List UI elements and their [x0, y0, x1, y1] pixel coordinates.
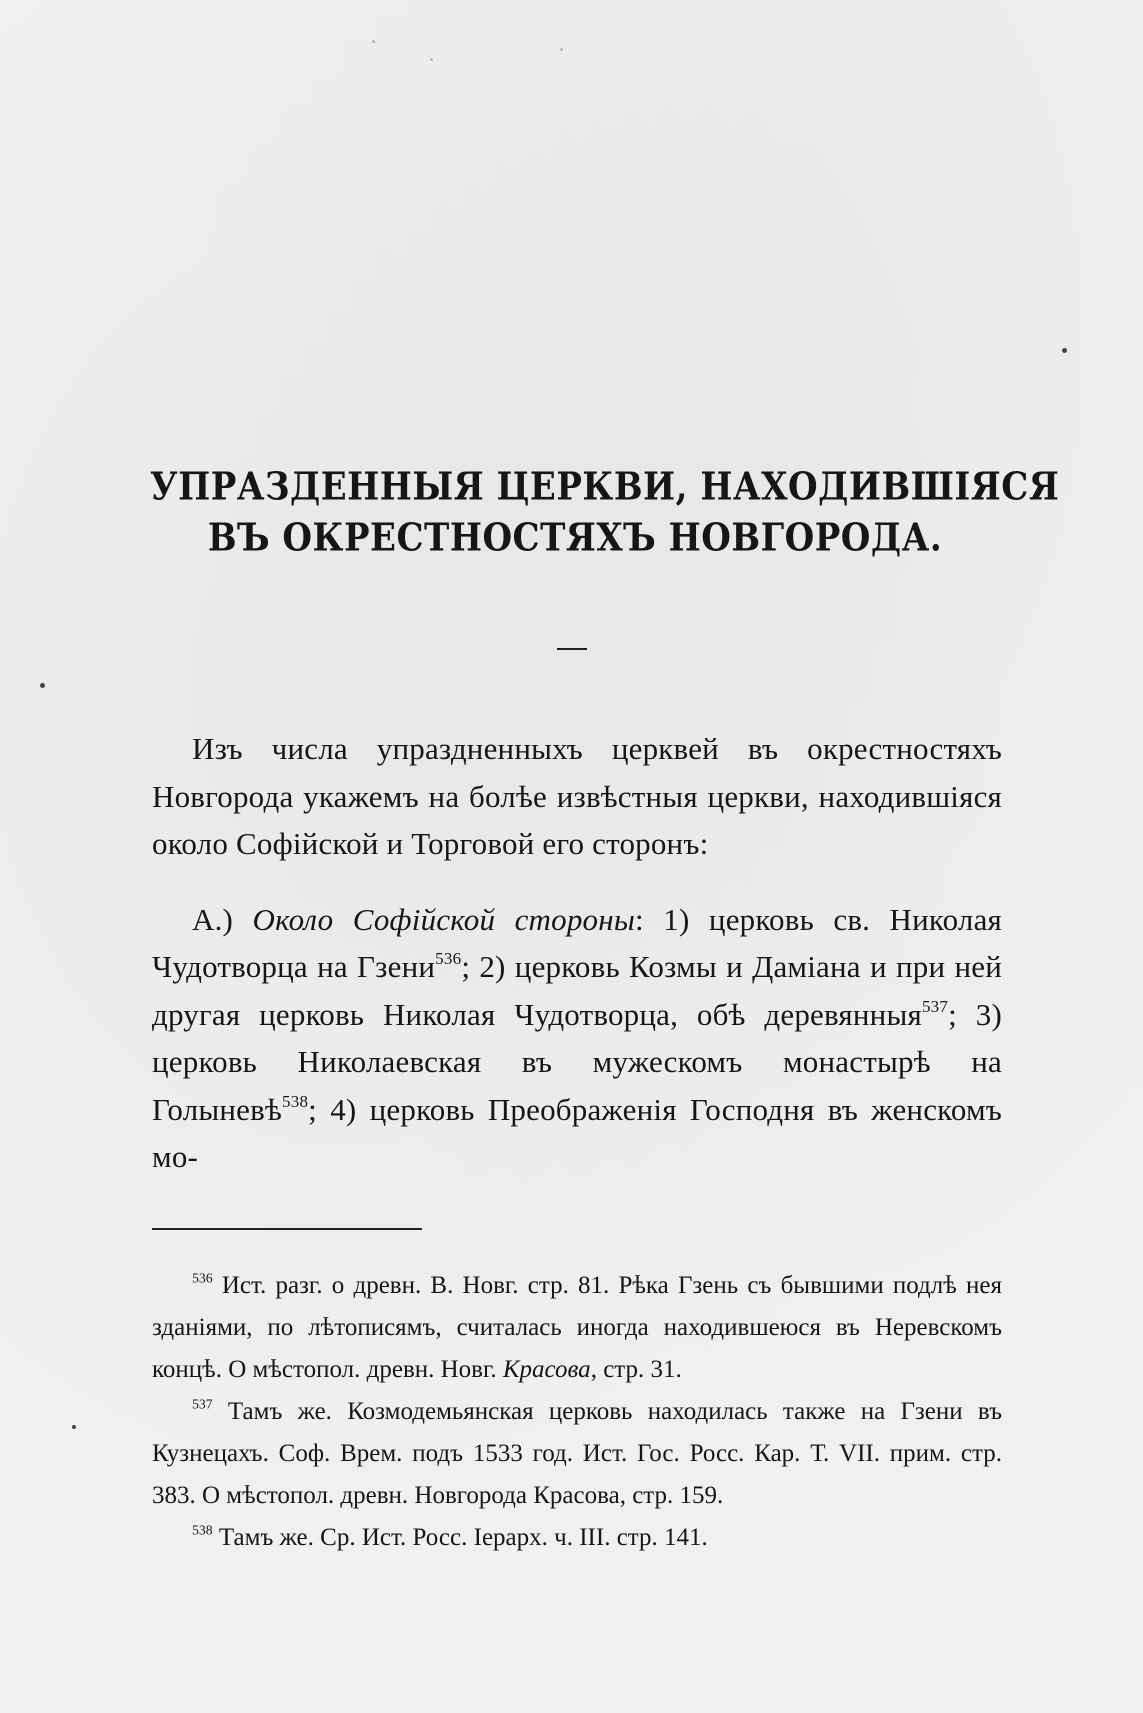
footnote-number: 538 — [192, 1522, 213, 1538]
paper-speck — [40, 683, 45, 688]
section-a-text-1: : 1) церковь св. Николая Чудотворца на Гзени — [152, 901, 1002, 984]
footnote-text: Тамъ же. Ср. Ист. Росс. Іерарх. ч. III. стр. 141. — [218, 1524, 708, 1551]
footnote-italic: Красова — [502, 1356, 591, 1383]
main-text — [152, 725, 1002, 1181]
paper-speck — [560, 48, 563, 51]
footnote-ref-537: 537 — [921, 996, 949, 1016]
section-a-heading: Около Софійской стороны — [252, 901, 636, 937]
footnote-text: Ист. разг. о древн. В. Новг. стр. 81. Рѣка Гзень съ бывшими подлѣ нея зданіями, по лѣтописямъ, считалась иногда находившеюся въ Неревскомъ концѣ. О мѣстопол. древн. Новг. — [152, 1272, 1002, 1383]
paper-speck — [1062, 348, 1067, 353]
intro-paragraph: Изъ числа упраздненныхъ церквей въ окрестностяхъ Новгорода укажемъ на болѣе извѣстныя церкви, находившіяся около Софійской и Торговой его сторонъ: — [152, 731, 1002, 861]
section-a-text-2: ; 2) церковь Козмы и Даміана и при ней другая церковь Николая Чудотворца, обѣ деревянныя — [152, 949, 1003, 1032]
section-a-paragraph — [152, 896, 1002, 1181]
footnote-separator — [152, 1228, 422, 1230]
section-a-text-3: ; 3) церковь Николаевская въ мужескомъ монастырѣ на Голыневѣ — [152, 996, 1002, 1127]
footnote-text-end: , стр. 31. — [590, 1356, 682, 1383]
paper-speck — [372, 40, 375, 43]
footnote-number: 537 — [192, 1396, 213, 1412]
footnote-number: 536 — [192, 1270, 213, 1286]
footnote-ref-538: 538 — [282, 1091, 309, 1111]
heading-dash-rule — [557, 648, 587, 650]
heading-line-1: УПРАЗДЕННЫЯ ЦЕРКВИ, НАХОДИВШІЯСЯ — [150, 464, 1060, 510]
footnotes — [152, 1265, 1002, 1559]
heading-line-2: ВЪ ОКРЕСТНОСТЯХЪ НОВГОРОДА. — [207, 515, 943, 561]
section-a-label: А.) — [192, 901, 234, 937]
footnote-538 — [152, 1517, 1002, 1559]
footnote-text: Тамъ же. Козмодемьянская церковь находилась также на Гзени въ Кузнецахъ. Соф. Врем. подъ 1533 год. Ист. Гос. Росс. Кар. Т. VII. прим. стр. 383. О мѣстопол. древн. Новгорода Красова, стр. 159. — [152, 1398, 1003, 1509]
paper-speck — [72, 1425, 76, 1429]
paper-speck — [430, 58, 433, 61]
footnote-ref-536: 536 — [435, 949, 462, 969]
chapter-heading — [150, 462, 1060, 564]
section-a-text-4: ; 4) церковь Преображенія Господня въ женскомъ мо- — [152, 1091, 1002, 1174]
footnote-537 — [152, 1391, 1002, 1517]
footnote-536 — [152, 1265, 1002, 1391]
